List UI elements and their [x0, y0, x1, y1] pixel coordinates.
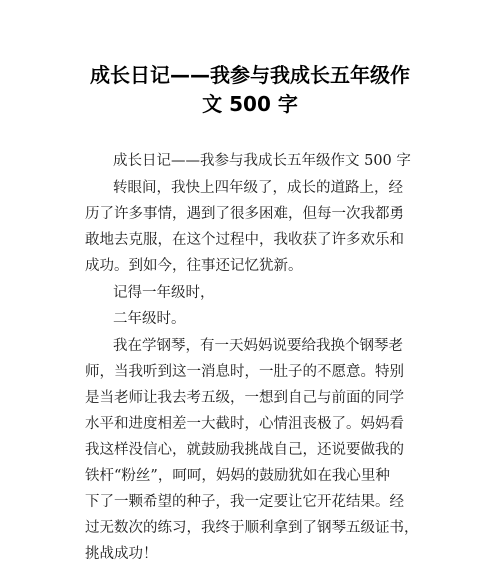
paragraph-line: 水平和进度相差一大截时，心情沮丧极了。妈妈看	[85, 416, 404, 432]
article-subtitle-line: 成长日记——我参与我成长五年级作文 500 字	[113, 153, 411, 169]
paragraph-line: 敢地去克服，在这个过程中，我收获了许多欢乐和	[85, 232, 404, 248]
paragraph-line: 历了许多事情，遇到了很多困难，但每一次我都勇	[85, 206, 404, 222]
document-title-line-2: 文 500 字	[202, 92, 298, 116]
paragraph-line: 是当老师让我去考五级，一想到自己与前面的同学	[85, 390, 404, 406]
paragraph-line: 下了一颗希望的种子，我一定要让它开花结果。经	[85, 494, 404, 510]
paragraph-line: 转眼间，我快上四年级了，成长的道路上，经	[113, 180, 403, 196]
paragraph-line: 我这样没信心，就鼓励我挑战自己，还说要做我的	[85, 442, 404, 458]
paragraph-line: 铁杆“粉丝”，呵呵，妈妈的鼓励犹如在我心里种	[85, 468, 390, 484]
paragraph-line: 我在学钢琴，有一天妈妈说要给我换个钢琴老	[113, 338, 403, 354]
paragraph-line: 过无数次的练习，我终于顺利拿到了钢琴五级证书，	[85, 520, 419, 536]
paragraph-line: 挑战成功！	[85, 546, 158, 562]
paragraph-line: 师，当我听到这一消息时，一肚子的不愿意。特别	[85, 364, 404, 380]
paragraph-line: 记得一年级时，	[113, 285, 215, 301]
document-title-line-1: 成长日记——我参与我成长五年级作	[90, 63, 410, 87]
paragraph-line: 成功。到如今，往事还记忆犹新。	[85, 258, 303, 274]
paragraph-line: 二年级时。	[113, 311, 186, 327]
